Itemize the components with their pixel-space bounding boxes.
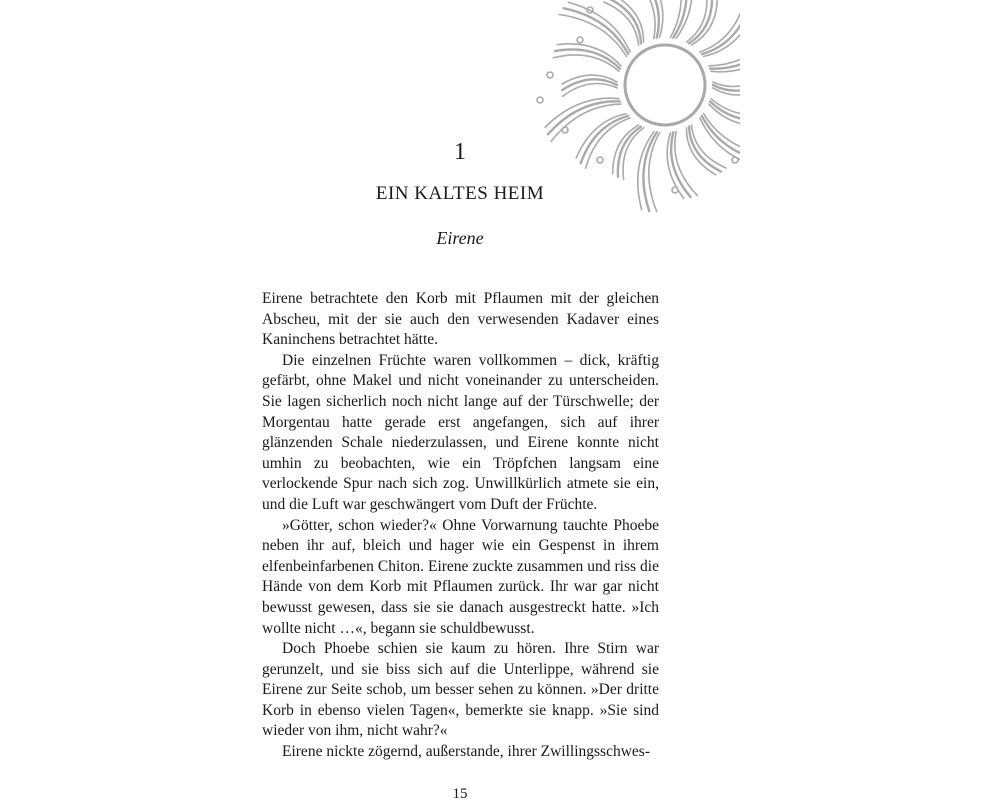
chapter-title: EIN KALTES HEIM bbox=[375, 183, 545, 204]
chapter-number: 1 bbox=[454, 139, 466, 165]
paragraph: Die einzelnen Früchte waren vollkommen – dick, kräftig gefärbt, ohne Makel und nicht voneinander zu unterscheiden. Sie lagen sicherlich noch nicht lange auf der Türschwelle; der Morgentau hatte gerade erst angefangen, sich auf ihrer glänzenden Schale niederzulassen, und Eirene konnte nicht umhin zu beobachten, wie ein Tröpfchen langsam eine verlockende Spur nach sich zog. Unwillkürlich atmete sie ein, und die Luft war geschwängert vom Duft der Früchte. bbox=[262, 351, 659, 513]
body-text bbox=[262, 289, 659, 763]
chapter-pov-character: Eirene bbox=[436, 228, 484, 248]
paragraph: Eirene nickte zögernd, außerstande, ihrer Zwillingsschwes- bbox=[282, 743, 650, 761]
paragraph: Eirene betrachtete den Korb mit Pflaumen mit der gleichen Abscheu, mit der sie auch den verwesenden Kadaver eines Kaninchens betrachtet hätte. bbox=[262, 290, 659, 349]
page-number: 15 bbox=[452, 786, 468, 802]
paragraph: »Götter, schon wieder?« Ohne Vorwarnung tauchte Phoebe neben ihr auf, bleich und hager wie ein Gespenst in ihrem elfenbeinfarbenen Chiton. Eirene zuckte zusammen und riss die Hände von dem Korb mit Pflaumen zurück. Ihr war gar nicht bewusst gewesen, dass sie sie danach ausgestreckt hatte. »Ich wollte nicht …«, begann sie schuldbewusst. bbox=[262, 516, 659, 637]
paragraph: Doch Phoebe schien sie kaum zu hören. Ihre Stirn war gerunzelt, und sie biss sich auf die Unterlippe, während sie Eirene zur Seite schob, um besser sehen zu können. »Der dritte Korb in ebenso vielen Tagen«, bemerkte sie knapp. »Sie sind wieder von ihm, nicht wahr?« bbox=[262, 640, 659, 740]
